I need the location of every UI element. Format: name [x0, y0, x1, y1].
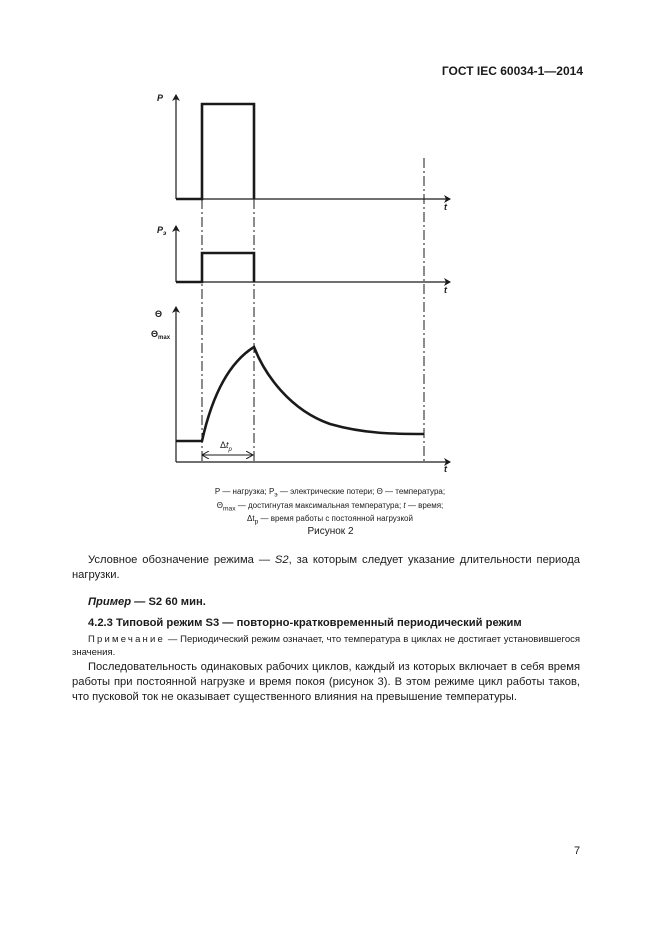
- theta-axis-label: Θ: [155, 309, 163, 319]
- note-paragraph: Примечание — Периодический режим означает, что температура в циклах не достигает установившегося значения.: [72, 634, 580, 658]
- pe-time-label: t: [444, 285, 447, 295]
- pe-loss-pulse: [176, 253, 254, 282]
- theta-max-label: $\Theta_{max}$: [151, 329, 171, 341]
- figure-legend: [150, 487, 510, 528]
- temperature-panel: [151, 307, 450, 474]
- legend-line-3: $\Delta t_p$ — время работы с постоянной нагрузкой: [247, 514, 413, 526]
- document-code-header: ГОСТ IEC 60034-1—2014: [441, 64, 583, 78]
- losses-panel: [157, 225, 450, 295]
- legend-line-2: $\Theta_{max}$ — достигнутая максимальная температура; t — время;: [216, 500, 444, 513]
- example-line: Пример — S2 60 мин.: [88, 596, 206, 608]
- paragraph-designation: Условное обозначение режима — S2, за которым следует указание длительности периода нагрузки.: [72, 554, 580, 581]
- p-axis-label: P: [157, 93, 164, 103]
- figure-caption: Рисунок 2: [307, 526, 354, 537]
- p-time-label: t: [444, 202, 447, 212]
- theta-temperature-curve: [176, 347, 424, 441]
- paragraph-cycles: Последовательность одинаковых рабочих циклов, каждый из которых включает в себя время работы при постоянной нагрузке и время покоя (рисунок 3). В этом режиме цикл работы таков, что пусковой ток не оказывает существенного влияния на превышение температуры.: [72, 661, 580, 703]
- section-heading: 4.2.3 Типовой режим S3 — повторно-кратковременный периодический режим: [88, 617, 522, 629]
- p-load-pulse: [176, 104, 254, 199]
- theta-time-label: t: [444, 464, 447, 474]
- delta-tp-label: $\Delta t_p$: [220, 440, 232, 453]
- power-panel: [157, 93, 450, 212]
- legend-line-1: P — нагрузка; $P_э$ — электрические потери; Θ — температура;: [214, 487, 446, 499]
- page-number: 7: [574, 845, 581, 857]
- pe-axis-label: $P_э$: [157, 225, 167, 237]
